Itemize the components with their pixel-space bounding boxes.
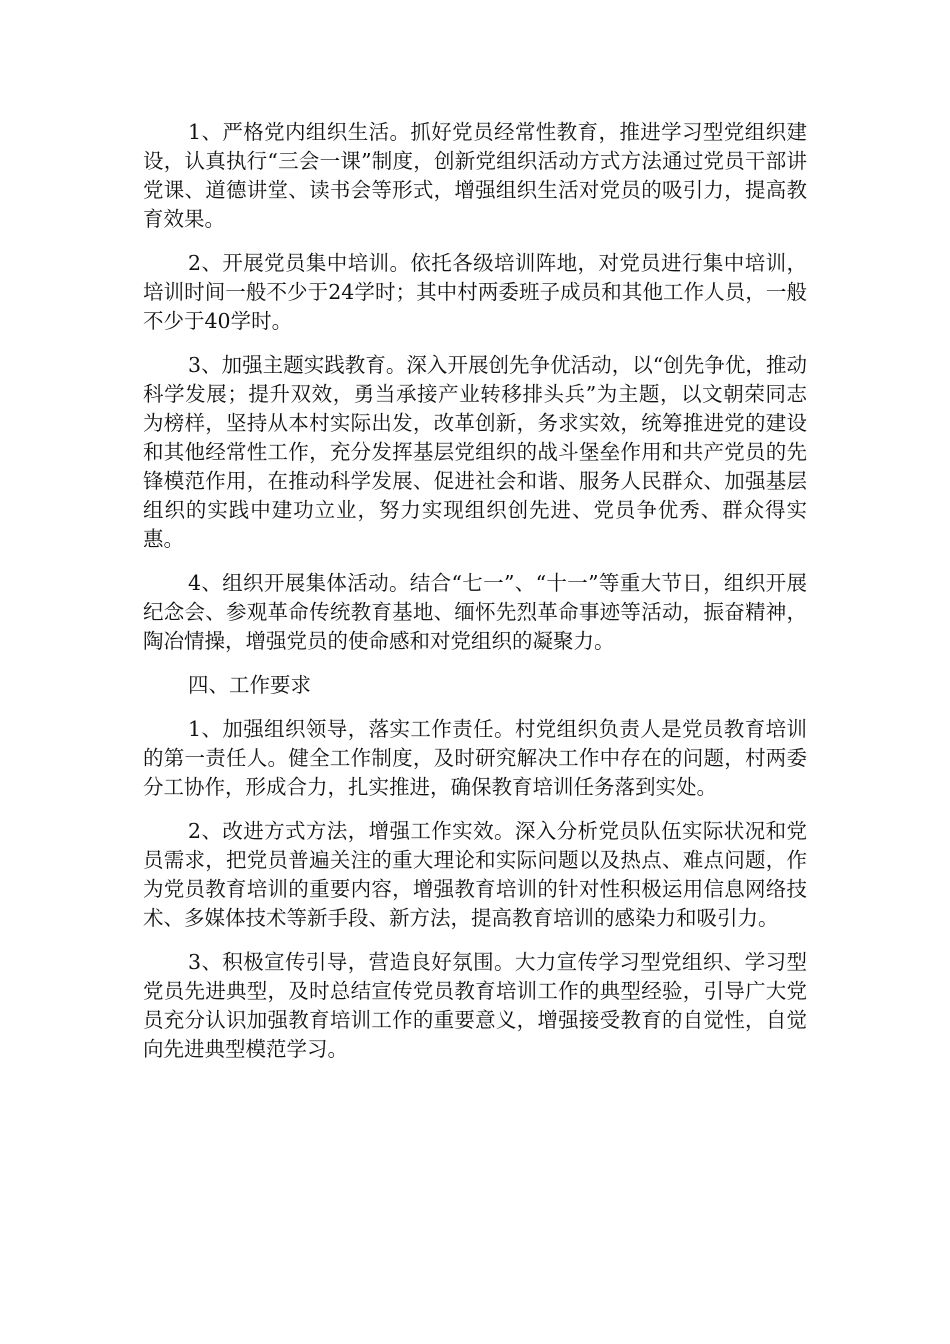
- paragraph-4: 4、组织开展集体活动。结合“七一”、“十一”等重大节日，组织开展纪念会、参观革命传统教育基地、缅怀先烈革命事迹等活动，振奋精神，陶冶情操，增强党员的使命感和对党组织的凝聚力。: [143, 571, 807, 653]
- paragraph-3: 3、加强主题实践教育。深入开展创先争优活动，以“创先争优，推动科学发展；提升双效，勇当承接产业转移排头兵”为主题，以文朝荣同志为榜样，坚持从本村实际出发，改革创新，务求实效，统筹推进党的建设和其他经常性工作，充分发挥基层党组织的战斗堡垒作用和共产党员的先锋模范作用，在推动科学发展、促进社会和谐、服务人民群众、加强基层组织的实践中建功立业，努力实现组织创先进、党员争优秀、群众得实惠。: [143, 353, 807, 551]
- document-body: [143, 118, 807, 1079]
- paragraph-1: 1、严格党内组织生活。抓好党员经常性教育，推进学习型党组织建设，认真执行“三会一课”制度，创新党组织活动方式方法通过党员干部讲党课、道德讲堂、读书会等形式，增强组织生活对党员的吸引力，提高教育效果。: [143, 120, 807, 231]
- requirement-3: 3、积极宣传引导，营造良好氛围。大力宣传学习型党组织、学习型党员先进典型，及时总结宣传党员教育培训工作的典型经验，引导广大党员充分认识加强教育培训工作的重要意义，增强接受教育的自觉性，自觉向先进典型模范学习。: [143, 950, 807, 1061]
- section-heading: 四、工作要求: [188, 673, 311, 697]
- paragraph-2: 2、开展党员集中培训。依托各级培训阵地，对党员进行集中培训，培训时间一般不少于24学时；其中村两委班子成员和其他工作人员，一般不少于40学时。: [143, 251, 807, 333]
- requirement-2: 2、改进方式方法，增强工作实效。深入分析党员队伍实际状况和党员需求，把党员普遍关注的重大理论和实际问题以及热点、难点问题，作为党员教育培训的重要内容，增强教育培训的针对性积极运用信息网络技术、多媒体技术等新手段、新方法，提高教育培训的感染力和吸引力。: [143, 819, 807, 930]
- requirement-1: 1、加强组织领导，落实工作责任。村党组织负责人是党员教育培训的第一责任人。健全工作制度，及时研究解决工作中存在的问题，村两委分工协作，形成合力，扎实推进，确保教育培训任务落到实处。: [143, 717, 807, 799]
